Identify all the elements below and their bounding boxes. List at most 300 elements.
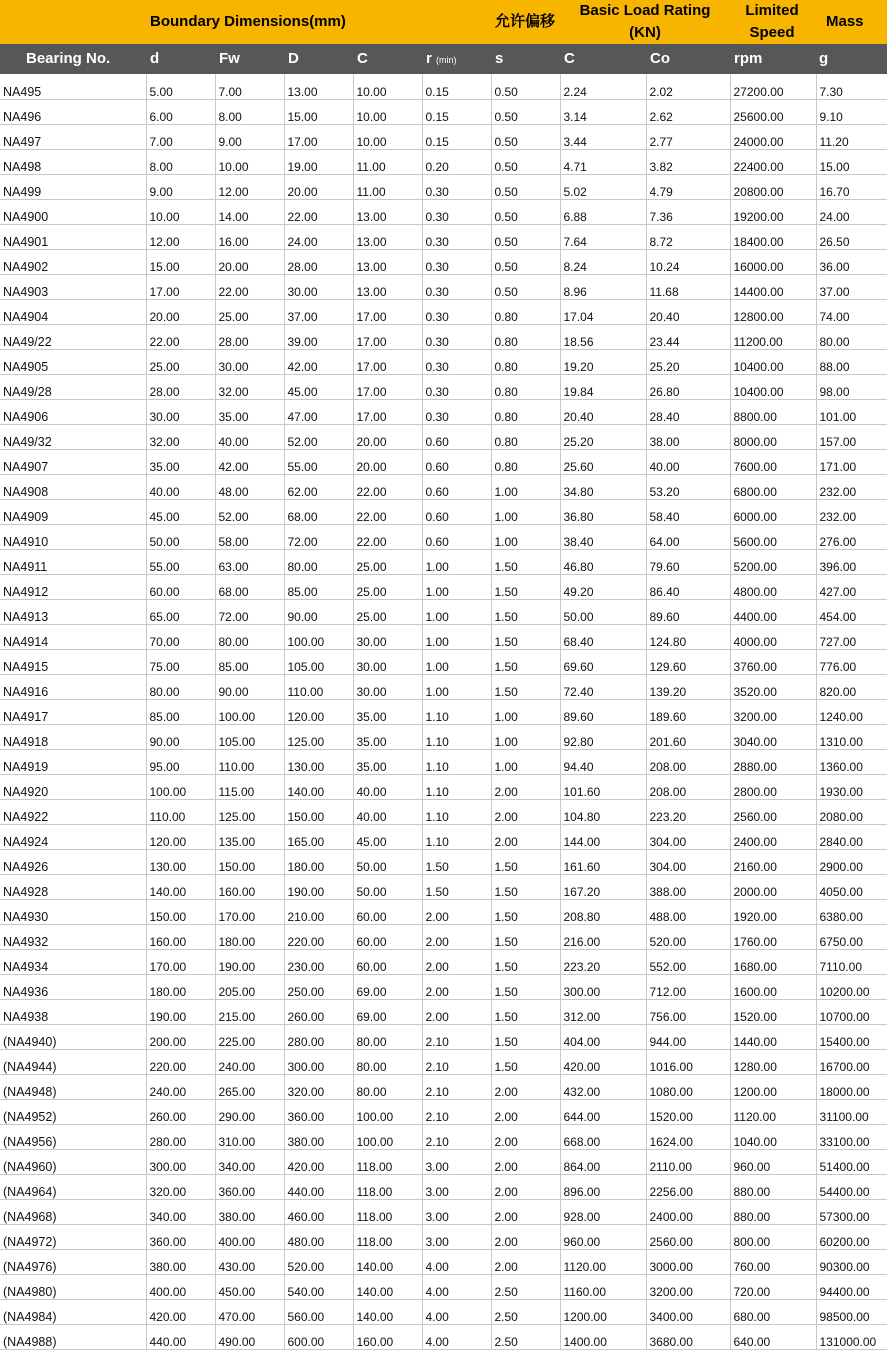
cell-s: 1.50 [491,924,560,949]
cell-c-width: 69.00 [353,999,422,1024]
cell-r-min: 2.10 [422,1049,491,1074]
cell-fw: 32.00 [215,374,284,399]
cell-c-width: 13.00 [353,224,422,249]
cell-rpm: 2000.00 [730,874,816,899]
cell-g: 427.00 [816,574,887,599]
table-row [0,499,887,524]
cell-bearing-no: NA4936 [0,974,146,999]
cell-bearing-no: NA499 [0,174,146,199]
cell-c-width: 22.00 [353,499,422,524]
cell-bearing-no: NA4902 [0,249,146,274]
cell-d-outer: 260.00 [284,999,353,1024]
cell-g: 820.00 [816,674,887,699]
cell-rpm: 18400.00 [730,224,816,249]
cell-r-min: 2.00 [422,949,491,974]
cell-rpm: 8800.00 [730,399,816,424]
cell-s: 0.80 [491,399,560,424]
cell-fw: 20.00 [215,249,284,274]
cell-d: 7.00 [146,124,215,149]
cell-r-min: 1.00 [422,649,491,674]
cell-fw: 115.00 [215,774,284,799]
cell-c-width: 25.00 [353,549,422,574]
cell-s: 1.50 [491,899,560,924]
cell-r-min: 3.00 [422,1149,491,1174]
cell-c-dynamic: 104.80 [560,799,646,824]
cell-d-outer: 440.00 [284,1174,353,1199]
cell-rpm: 5600.00 [730,524,816,549]
cell-r-min: 0.30 [422,224,491,249]
cell-c-width: 140.00 [353,1299,422,1324]
cell-rpm: 1200.00 [730,1074,816,1099]
cell-bearing-no: NA4932 [0,924,146,949]
basic-load-rating-heading: Basic Load Rating (KN) [579,2,711,41]
cell-s: 1.00 [491,524,560,549]
cell-co-static: 38.00 [646,424,730,449]
cell-co-static: 7.36 [646,199,730,224]
cell-s: 0.80 [491,299,560,324]
cell-d: 32.00 [146,424,215,449]
cell-rpm: 3760.00 [730,649,816,674]
cell-rpm: 4800.00 [730,574,816,599]
cell-c-dynamic: 38.40 [560,524,646,549]
cell-fw: 290.00 [215,1099,284,1124]
cell-fw: 42.00 [215,449,284,474]
cell-rpm: 10400.00 [730,349,816,374]
cell-d-outer: 80.00 [284,549,353,574]
cell-g: 157.00 [816,424,887,449]
table-row [0,849,887,874]
cell-d: 10.00 [146,199,215,224]
cell-g: 232.00 [816,499,887,524]
cell-g: 90300.00 [816,1249,887,1274]
cell-d: 40.00 [146,474,215,499]
cell-co-static: 124.80 [646,624,730,649]
cell-g: 6380.00 [816,899,887,924]
cell-d-outer: 13.00 [284,74,353,99]
cell-c-dynamic: 1160.00 [560,1274,646,1299]
cell-g: 15.00 [816,149,887,174]
cell-c-width: 118.00 [353,1149,422,1174]
cell-d-outer: 360.00 [284,1099,353,1124]
cell-r-min: 1.10 [422,749,491,774]
cell-bearing-no: (NA4948) [0,1074,146,1099]
cell-s: 0.80 [491,374,560,399]
cell-fw: 225.00 [215,1024,284,1049]
cell-d: 45.00 [146,499,215,524]
table-row [0,699,887,724]
cell-d-outer: 42.00 [284,349,353,374]
cell-r-min: 0.60 [422,424,491,449]
cell-d: 17.00 [146,274,215,299]
cell-c-width: 10.00 [353,99,422,124]
cell-c-width: 17.00 [353,299,422,324]
cell-co-static: 304.00 [646,824,730,849]
cell-s: 1.50 [491,549,560,574]
cell-co-static: 1624.00 [646,1124,730,1149]
cell-co-static: 1080.00 [646,1074,730,1099]
cell-bearing-no: (NA4972) [0,1224,146,1249]
cell-fw: 58.00 [215,524,284,549]
cell-co-static: 11.68 [646,274,730,299]
table-row [0,874,887,899]
cell-r-min: 3.00 [422,1174,491,1199]
cell-bearing-no: NA4930 [0,899,146,924]
cell-co-static: 3000.00 [646,1249,730,1274]
cell-c-width: 35.00 [353,724,422,749]
allow-offset-heading: 允许偏移 [495,13,556,30]
cell-rpm: 16000.00 [730,249,816,274]
cell-co-static: 26.80 [646,374,730,399]
cell-rpm: 1440.00 [730,1024,816,1049]
table-row [0,299,887,324]
cell-fw: 22.00 [215,274,284,299]
cell-r-min: 0.60 [422,499,491,524]
cell-fw: 110.00 [215,749,284,774]
cell-fw: 35.00 [215,399,284,424]
cell-c-width: 40.00 [353,774,422,799]
table-row [0,1074,887,1099]
cell-rpm: 1600.00 [730,974,816,999]
cell-c-dynamic: 208.80 [560,899,646,924]
cell-c-width: 60.00 [353,924,422,949]
cell-c-dynamic: 5.02 [560,174,646,199]
cell-fw: 25.00 [215,299,284,324]
table-row [0,174,887,199]
cell-fw: 80.00 [215,624,284,649]
cell-c-width: 25.00 [353,574,422,599]
cell-d-outer: 110.00 [284,674,353,699]
table-row [0,899,887,924]
cell-fw: 310.00 [215,1124,284,1149]
cell-co-static: 89.60 [646,599,730,624]
cell-c-width: 30.00 [353,624,422,649]
cell-d-outer: 39.00 [284,324,353,349]
table-row [0,1024,887,1049]
cell-bearing-no: NA4912 [0,574,146,599]
cell-bearing-no: NA4901 [0,224,146,249]
cell-c-dynamic: 300.00 [560,974,646,999]
cell-rpm: 1040.00 [730,1124,816,1149]
col-rpm: rpm [734,50,763,67]
table-row [0,149,887,174]
cell-c-width: 140.00 [353,1274,422,1299]
cell-bearing-no: (NA4964) [0,1174,146,1199]
cell-r-min: 1.10 [422,699,491,724]
table-row [0,749,887,774]
cell-s: 2.50 [491,1324,560,1349]
cell-bearing-no: (NA4980) [0,1274,146,1299]
cell-g: 232.00 [816,474,887,499]
cell-c-dynamic: 1400.00 [560,1324,646,1349]
cell-g: 101.00 [816,399,887,424]
cell-s: 2.00 [491,1249,560,1274]
cell-s: 1.50 [491,649,560,674]
cell-d: 12.00 [146,224,215,249]
cell-bearing-no: (NA4960) [0,1149,146,1174]
cell-rpm: 800.00 [730,1224,816,1249]
cell-rpm: 27200.00 [730,74,816,99]
cell-r-min: 0.20 [422,149,491,174]
cell-r-min: 0.15 [422,124,491,149]
cell-d: 180.00 [146,974,215,999]
cell-bearing-no: (NA4944) [0,1049,146,1074]
cell-d-outer: 105.00 [284,649,353,674]
group-header-band [0,0,887,44]
cell-s: 0.80 [491,424,560,449]
cell-c-dynamic: 8.96 [560,274,646,299]
cell-d: 100.00 [146,774,215,799]
cell-d: 320.00 [146,1174,215,1199]
table-row [0,1224,887,1249]
cell-d: 8.00 [146,149,215,174]
cell-c-dynamic: 20.40 [560,399,646,424]
table-row [0,1124,887,1149]
cell-s: 0.80 [491,349,560,374]
cell-d-outer: 17.00 [284,124,353,149]
cell-g: 88.00 [816,349,887,374]
cell-g: 10700.00 [816,999,887,1024]
cell-s: 2.00 [491,1199,560,1224]
cell-d: 30.00 [146,399,215,424]
cell-co-static: 208.00 [646,749,730,774]
cell-g: 1310.00 [816,724,887,749]
cell-d-outer: 28.00 [284,249,353,274]
cell-bearing-no: NA4938 [0,999,146,1024]
table-row [0,574,887,599]
cell-r-min: 1.00 [422,549,491,574]
cell-g: 36.00 [816,249,887,274]
cell-co-static: 520.00 [646,924,730,949]
cell-bearing-no: (NA4940) [0,1024,146,1049]
cell-bearing-no: NA49/32 [0,424,146,449]
cell-c-width: 40.00 [353,799,422,824]
cell-bearing-no: (NA4984) [0,1299,146,1324]
cell-fw: 180.00 [215,924,284,949]
cell-rpm: 1760.00 [730,924,816,949]
cell-r-min: 3.00 [422,1199,491,1224]
cell-s: 1.00 [491,474,560,499]
cell-fw: 430.00 [215,1249,284,1274]
cell-s: 2.00 [491,1149,560,1174]
cell-c-dynamic: 34.80 [560,474,646,499]
cell-co-static: 139.20 [646,674,730,699]
cell-bearing-no: NA4907 [0,449,146,474]
cell-bearing-no: NA495 [0,74,146,99]
cell-r-min: 0.60 [422,524,491,549]
cell-s: 0.50 [491,274,560,299]
table-row [0,974,887,999]
cell-fw: 490.00 [215,1324,284,1349]
cell-rpm: 2880.00 [730,749,816,774]
cell-fw: 160.00 [215,874,284,899]
cell-g: 57300.00 [816,1199,887,1224]
cell-rpm: 6800.00 [730,474,816,499]
table-row [0,1174,887,1199]
cell-bearing-no: (NA4976) [0,1249,146,1274]
cell-d: 110.00 [146,799,215,824]
cell-r-min: 2.10 [422,1124,491,1149]
cell-rpm: 960.00 [730,1149,816,1174]
cell-c-dynamic: 25.60 [560,449,646,474]
cell-rpm: 3200.00 [730,699,816,724]
cell-rpm: 1680.00 [730,949,816,974]
cell-c-width: 11.00 [353,149,422,174]
cell-g: 16.70 [816,174,887,199]
cell-c-dynamic: 101.60 [560,774,646,799]
cell-d: 28.00 [146,374,215,399]
cell-rpm: 12800.00 [730,299,816,324]
cell-co-static: 25.20 [646,349,730,374]
cell-s: 0.80 [491,449,560,474]
cell-bearing-no: NA4918 [0,724,146,749]
cell-c-width: 22.00 [353,524,422,549]
cell-co-static: 28.40 [646,399,730,424]
cell-s: 2.00 [491,1099,560,1124]
cell-co-static: 64.00 [646,524,730,549]
cell-bearing-no: NA4913 [0,599,146,624]
cell-c-dynamic: 432.00 [560,1074,646,1099]
cell-rpm: 880.00 [730,1174,816,1199]
table-row [0,399,887,424]
cell-d-outer: 90.00 [284,599,353,624]
cell-d: 380.00 [146,1249,215,1274]
cell-co-static: 129.60 [646,649,730,674]
cell-fw: 14.00 [215,199,284,224]
cell-c-width: 35.00 [353,699,422,724]
cell-co-static: 10.24 [646,249,730,274]
cell-fw: 85.00 [215,649,284,674]
cell-g: 1240.00 [816,699,887,724]
cell-c-dynamic: 19.20 [560,349,646,374]
cell-d: 50.00 [146,524,215,549]
cell-d: 70.00 [146,624,215,649]
cell-s: 1.00 [491,724,560,749]
table-row [0,1324,887,1349]
cell-c-width: 160.00 [353,1324,422,1349]
cell-c-width: 80.00 [353,1024,422,1049]
cell-g: 7110.00 [816,949,887,974]
cell-fw: 63.00 [215,549,284,574]
cell-d-outer: 45.00 [284,374,353,399]
cell-d: 90.00 [146,724,215,749]
cell-bearing-no: NA4928 [0,874,146,899]
cell-c-dynamic: 420.00 [560,1049,646,1074]
cell-rpm: 1120.00 [730,1099,816,1124]
table-row [0,674,887,699]
cell-c-dynamic: 19.84 [560,374,646,399]
cell-co-static: 23.44 [646,324,730,349]
cell-g: 7.30 [816,74,887,99]
table-row [0,1099,887,1124]
cell-c-width: 10.00 [353,74,422,99]
cell-d: 9.00 [146,174,215,199]
cell-d-outer: 600.00 [284,1324,353,1349]
cell-c-dynamic: 46.80 [560,549,646,574]
cell-r-min: 4.00 [422,1249,491,1274]
cell-co-static: 712.00 [646,974,730,999]
cell-s: 1.50 [491,674,560,699]
cell-g: 2080.00 [816,799,887,824]
cell-co-static: 3200.00 [646,1274,730,1299]
cell-g: 33100.00 [816,1124,887,1149]
cell-fw: 360.00 [215,1174,284,1199]
cell-c-width: 22.00 [353,474,422,499]
cell-fw: 100.00 [215,699,284,724]
cell-co-static: 40.00 [646,449,730,474]
cell-co-static: 552.00 [646,949,730,974]
cell-rpm: 10400.00 [730,374,816,399]
cell-s: 2.50 [491,1274,560,1299]
cell-s: 0.50 [491,124,560,149]
cell-fw: 340.00 [215,1149,284,1174]
cell-bearing-no: NA4915 [0,649,146,674]
table-row [0,724,887,749]
table-row [0,949,887,974]
cell-fw: 90.00 [215,674,284,699]
cell-r-min: 0.30 [422,299,491,324]
table-row [0,224,887,249]
cell-d-outer: 72.00 [284,524,353,549]
cell-rpm: 7600.00 [730,449,816,474]
cell-bearing-no: NA4904 [0,299,146,324]
cell-d: 95.00 [146,749,215,774]
cell-bearing-no: (NA4952) [0,1099,146,1124]
table-row [0,549,887,574]
cell-c-width: 100.00 [353,1124,422,1149]
cell-r-min: 2.10 [422,1024,491,1049]
cell-d: 25.00 [146,349,215,374]
cell-g: 776.00 [816,649,887,674]
cell-c-width: 13.00 [353,199,422,224]
cell-bearing-no: NA4900 [0,199,146,224]
cell-d-outer: 165.00 [284,824,353,849]
cell-rpm: 2160.00 [730,849,816,874]
cell-bearing-no: NA4908 [0,474,146,499]
cell-c-width: 80.00 [353,1049,422,1074]
table-row [0,1299,887,1324]
table-row [0,124,887,149]
cell-d: 15.00 [146,249,215,274]
table-row [0,274,887,299]
cell-r-min: 2.10 [422,1099,491,1124]
cell-r-min: 1.10 [422,799,491,824]
cell-c-width: 118.00 [353,1224,422,1249]
cell-fw: 30.00 [215,349,284,374]
table-row [0,1249,887,1274]
cell-d: 400.00 [146,1274,215,1299]
cell-rpm: 11200.00 [730,324,816,349]
cell-r-min: 1.10 [422,774,491,799]
cell-c-width: 13.00 [353,274,422,299]
cell-c-width: 20.00 [353,449,422,474]
cell-d: 420.00 [146,1299,215,1324]
cell-c-width: 69.00 [353,974,422,999]
cell-c-width: 17.00 [353,399,422,424]
table-row [0,924,887,949]
cell-c-dynamic: 144.00 [560,824,646,849]
table-row [0,249,887,274]
cell-g: 727.00 [816,624,887,649]
cell-s: 2.00 [491,824,560,849]
bearing-table [0,74,887,1350]
cell-bearing-no: NA4934 [0,949,146,974]
cell-s: 1.50 [491,949,560,974]
cell-d-outer: 210.00 [284,899,353,924]
cell-s: 2.00 [491,774,560,799]
cell-co-static: 189.60 [646,699,730,724]
cell-r-min: 0.60 [422,449,491,474]
cell-d-outer: 560.00 [284,1299,353,1324]
